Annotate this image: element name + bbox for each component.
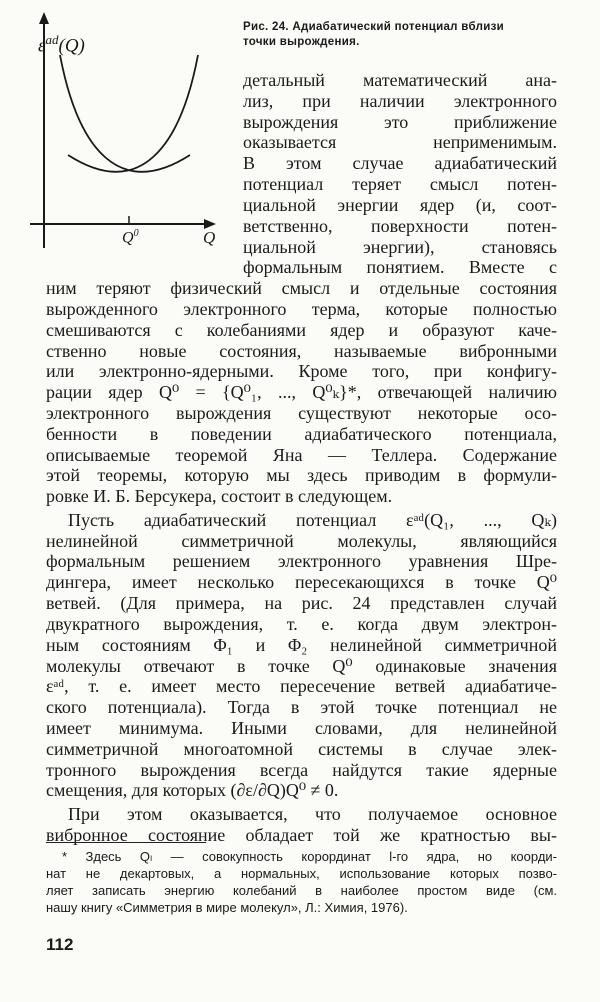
x-tick-label-q0: $Q^0$: [122, 228, 139, 247]
body-line: рации ядер Q⁰ = {Q⁰₁, ..., Q⁰ₖ}*, отвечающей наличию: [46, 382, 557, 402]
body-line: дингера, имеет несколько пересекающихся в точке Q⁰: [46, 572, 557, 592]
body-line: или электронно-ядерными. Кроме того, при конфигу-: [46, 361, 557, 381]
potential-branch-2: [68, 55, 198, 172]
footnote-line: * Здесь Qₗ — совокупность корординат l-го ядра, но коорди-: [62, 849, 557, 864]
caption-line: Рис. 24. Адиабатический потенциал вблизи: [243, 21, 504, 33]
footnote-line: нашу книгу «Симметрия в мире молекул», Л.: Химия, 1976).: [46, 900, 408, 915]
body-line: вибронное состояние обладает той же кратностью вы-: [46, 825, 557, 845]
figure-caption: [243, 20, 563, 50]
body-line: Пусть адиабатический потенциал εᵃᵈ(Q₁, ..., Qₖ): [68, 510, 557, 530]
body-line: ского потенциала). Тогда в этой точке потенциал не: [46, 697, 557, 717]
body-line: бенности в поведении адиабатического потенциала,: [46, 424, 557, 444]
x-axis-label: Q: [203, 228, 216, 247]
body-line: вырожденного электронного терма, которые полностью: [46, 299, 557, 319]
caption-line: точки вырождения.: [243, 36, 360, 48]
body-line: потенциал теряет смысл потен-: [243, 174, 557, 194]
body-line: εᵃᵈ, т. е. имеет место пересечение ветвей адиабатиче-: [46, 676, 557, 696]
body-line: детальный математический ана-: [243, 70, 557, 90]
body-line: смешиваются с колебаниями ядер и образуют каче-: [46, 320, 557, 340]
body-line: формальным решением электронного уравнения Шре-: [46, 551, 557, 571]
y-axis-label: $\varepsilon^{ad}(Q)$: [38, 32, 85, 57]
body-line: тронного вырождения всегда найдутся такие ядерные: [46, 760, 557, 780]
footnote-line: ляет записать энергию колебаний в наиболее простом виде (см.: [46, 883, 557, 898]
figure-24: [30, 10, 235, 255]
body-line: смещения, для которых (∂ε/∂Q)Q⁰ ≠ 0.: [46, 780, 339, 800]
body-line: вырождения это приближение: [243, 112, 557, 132]
body-line: В этом случае адиабатический: [243, 153, 557, 173]
body-line: двукратного вырождения, т. е. когда двум электрон-: [46, 614, 557, 634]
footnote-line: нат не декартовых, а нормальных, использование которых позво-: [46, 866, 557, 881]
body-line: ним теряют физический смысл и отдельные состояния: [46, 278, 557, 298]
body-line: оказывается неприменимым.: [243, 132, 557, 152]
body-line: ветственно, поверхности потен-: [243, 216, 557, 236]
body-line: циальной энергии), становясь: [243, 237, 557, 257]
body-line: ным состояниям Φ₁ и Φ₂ нелинейной симметричной: [46, 635, 557, 655]
body-line: симметричной многоатомной системы в случае элек-: [46, 739, 557, 759]
body-line: формальным понятием. Вместе с: [243, 257, 557, 277]
potential-branch-1: [60, 55, 190, 172]
body-line: ветвей. (Для примера, на рис. 24 представлен случай: [46, 593, 557, 613]
body-line: электронного вырождения существуют некоторые осо-: [46, 403, 557, 423]
footnote-rule: [46, 842, 206, 843]
body-line: описываемые теоремой Яна — Теллера. Содержание: [46, 445, 557, 465]
body-line: ровке И. Б. Берсукера, состоит в следующем.: [46, 486, 393, 506]
body-line: циальной энергии ядер (и, соот-: [243, 195, 557, 215]
body-line: этой теоремы, которую мы здесь приводим в формули-: [46, 465, 557, 485]
body-line: лиз, при наличии электронного: [243, 91, 557, 111]
body-line: имеет минимума. Иными словами, для нелинейной: [46, 718, 557, 738]
body-line: молекулы отвечают в точке Q⁰ одинаковые значения: [46, 656, 557, 676]
y-axis-arrow-icon: [39, 12, 49, 24]
page-number: 112: [46, 935, 74, 954]
body-line: ственно новые состояния, называемые вибронными: [46, 341, 557, 361]
body-line: нелинейной симметричной молекулы, являющийся: [46, 531, 557, 551]
body-line: При этом оказывается, что получаемое основное: [68, 804, 557, 824]
